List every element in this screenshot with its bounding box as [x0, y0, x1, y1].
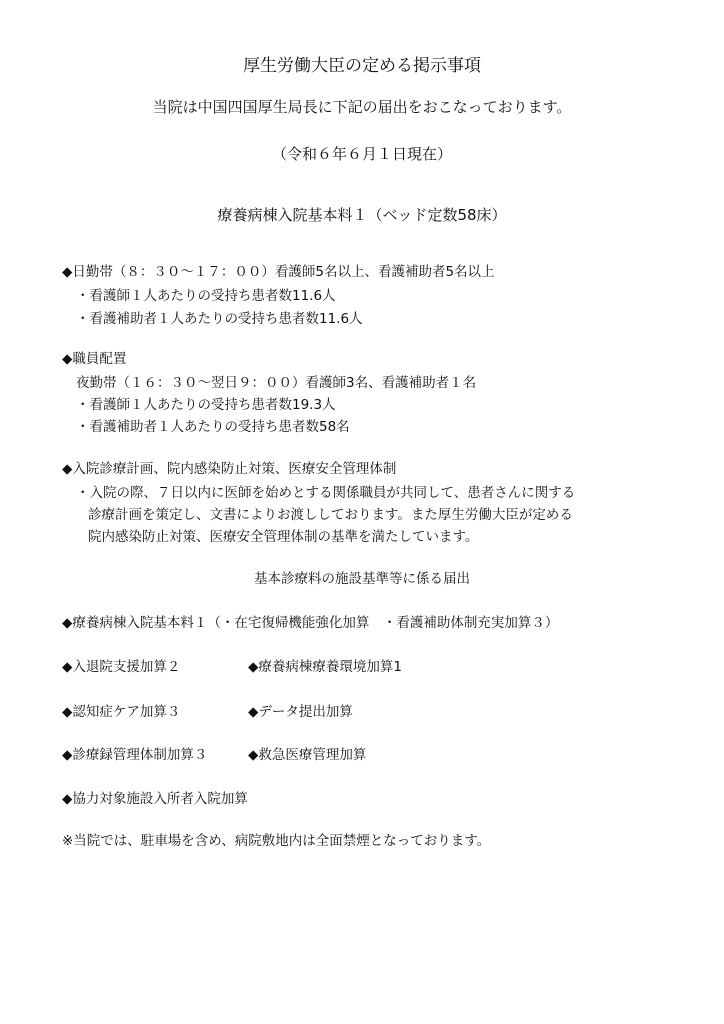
list-item: ・看護師１人あたりの受持ち患者数11.6人 [76, 288, 336, 304]
list-item: ・看護補助者１人あたりの受持ち患者数58名 [76, 419, 350, 435]
facility-item: ◆救急医療管理加算 [248, 747, 367, 763]
facility-item: ◆認知症ケア加算３ [62, 704, 181, 720]
facility-item: ◆入退院支援加算２ [62, 659, 181, 675]
day-shift-heading: ◆日勤帯（８：３０～１７：００）看護師5名以上、看護補助者5名以上 [62, 264, 495, 280]
staffing-heading: ◆職員配置 [62, 351, 127, 367]
page-title: 厚生労働大臣の定める掲示事項 [243, 56, 481, 76]
intro-text: 当院は中国四国厚生局長に下記の届出をおこなっております。 [152, 98, 572, 116]
facility-heading: 基本診療料の施設基準等に係る届出 [254, 571, 470, 587]
list-item: ・看護補助者１人あたりの受持ち患者数11.6人 [76, 311, 363, 327]
facility-item: ◆協力対象施設入所者入院加算 [62, 791, 248, 807]
facility-item: ◆療養病棟療養環境加算1 [248, 659, 402, 675]
no-smoking-note: ※当院では、駐車場を含め、病院敷地内は全面禁煙となっております。 [62, 833, 491, 849]
plan-line: 診療計画を策定し、文書によりお渡ししております。また厚生労働大臣が定める [88, 507, 573, 523]
list-item: ・看護師１人あたりの受持ち患者数19.3人 [76, 397, 336, 413]
plan-line: ・入院の際、７日以内に医師を始めとする関係職員が共同して、患者さんに関する [76, 485, 576, 501]
night-shift-text: 夜勤帯（１６：３０～翌日９：００）看護師3名、看護補助者１名 [76, 375, 477, 391]
facility-item: ◆データ提出加算 [248, 704, 353, 720]
plan-line: 院内感染防止対策、医療安全管理体制の基準を満たしています。 [88, 529, 479, 545]
facility-item: ◆診療録管理体制加算３ [62, 747, 208, 763]
effective-date: （令和６年６月１日現在） [271, 145, 452, 163]
facility-item: ◆療養病棟入院基本料１（・在宅復帰機能強化加算 ・看護補助体制充実加算３） [62, 615, 559, 631]
ward-heading: 療養病棟入院基本料１（ベッド定数58床） [217, 206, 507, 224]
plan-heading: ◆入院診療計画、院内感染防止対策、医療安全管理体制 [62, 461, 397, 477]
